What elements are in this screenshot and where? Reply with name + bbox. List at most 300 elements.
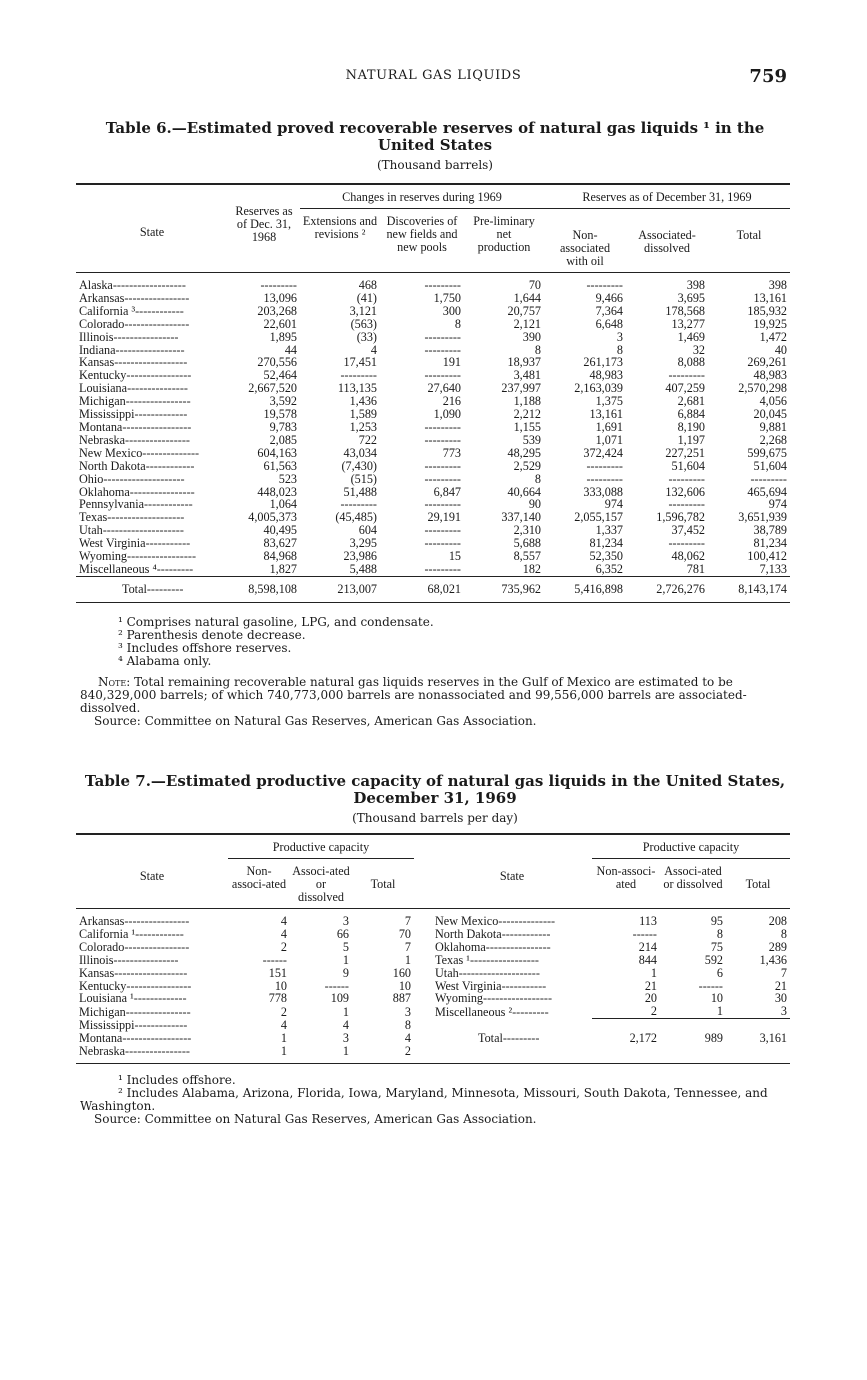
value-cell: 2,310 [513, 523, 541, 538]
value-cell: 27,640 [427, 381, 461, 396]
value-cell: 592 [704, 952, 723, 967]
table6-total-cell: 2,726,276 [656, 581, 705, 596]
value-cell: 5,688 [513, 536, 541, 551]
value-cell: 372,424 [583, 445, 623, 460]
table7-caption [80, 773, 790, 825]
value-cell: 4 [280, 1017, 287, 1032]
value-cell: --------- [424, 342, 461, 357]
value-cell: 2 [650, 1004, 657, 1019]
value-cell: --------- [424, 536, 461, 551]
table7-footnote: ² Includes Alabama, Arizona, Florida, Iowa, Maryland, Minnesota, Missouri, South Dakota, Tennessee, and Washington. [80, 1086, 768, 1113]
state-cell: North Dakota------------ [79, 458, 195, 473]
value-cell: 6 [716, 965, 723, 980]
value-cell: 70 [528, 278, 541, 292]
value-cell: 5,488 [349, 561, 377, 576]
state-cell: Nebraska---------------- [79, 432, 190, 447]
state-cell: Mississippi------------- [79, 1017, 188, 1032]
value-cell: 51,488 [343, 484, 377, 499]
value-cell: 599,675 [747, 445, 787, 460]
value-cell: 2,212 [513, 407, 541, 422]
value-cell: 21 [644, 978, 657, 993]
value-cell: 2,268 [759, 432, 787, 447]
state-cell: Pennsylvania------------ [79, 497, 193, 512]
value-cell: 7,133 [759, 561, 787, 576]
value-cell: 7 [404, 914, 411, 928]
state-cell: Wyoming----------------- [435, 991, 553, 1006]
value-cell: 974 [604, 497, 623, 512]
value-cell: 9,783 [269, 419, 297, 434]
value-cell: 289 [768, 939, 787, 954]
value-cell: 9,466 [595, 290, 623, 305]
value-cell: 51,604 [753, 458, 787, 473]
table7-body [76, 909, 790, 1058]
value-cell: 113,135 [337, 381, 377, 396]
state-cell: Oklahoma---------------- [79, 484, 195, 499]
value-cell: 1,469 [677, 329, 705, 344]
state-cell: Colorado---------------- [79, 316, 190, 331]
value-cell: 66 [336, 926, 349, 941]
state-cell: Oklahoma---------------- [435, 939, 551, 954]
table6-source: Source: Committee on Natural Gas Reserves, American Gas Association. [94, 714, 537, 728]
table6 [76, 183, 790, 603]
value-cell: 8 [534, 471, 541, 486]
value-cell: 61,563 [263, 458, 297, 473]
table7-title-line2: December 31, 1969 [353, 789, 517, 807]
value-cell: --------- [668, 471, 705, 486]
table6-total-cell: 5,416,898 [574, 581, 623, 596]
value-cell: 1,827 [269, 561, 297, 576]
table6-title-line2: United States [377, 136, 493, 154]
table-row [76, 941, 790, 954]
value-cell: ------ [632, 926, 657, 941]
value-cell: 539 [522, 432, 541, 447]
table7-source: Source: Committee on Natural Gas Reserves, American Gas Association. [94, 1112, 537, 1126]
value-cell: 38,789 [753, 523, 787, 538]
state-cell: Kentucky---------------- [79, 978, 192, 993]
spacer-cell [414, 954, 432, 967]
table6-head-changes-group: Changes in reserves during 1969 [300, 184, 544, 209]
value-cell: 10 [274, 978, 287, 993]
state-cell: West Virginia----------- [79, 536, 191, 551]
value-cell: 2,529 [513, 458, 541, 473]
value-cell: 3 [780, 1004, 787, 1019]
value-cell: --------- [668, 497, 705, 512]
value-cell: --------- [424, 458, 461, 473]
page-number: 759 [749, 66, 787, 87]
state-cell: Utah-------------------- [79, 523, 184, 538]
table7-head-nonassoc: Non-associ-ated [231, 864, 287, 891]
value-cell: 2,121 [513, 316, 541, 331]
table6-subtitle: (Thousand barrels) [377, 158, 493, 172]
value-cell: 3 [342, 1030, 349, 1045]
table6-head-total: Total [736, 228, 762, 242]
value-cell: 1,644 [513, 290, 541, 305]
value-cell: 523 [278, 471, 297, 486]
value-cell: 1,691 [595, 419, 623, 434]
value-cell: 8 [404, 1017, 411, 1032]
value-cell: 203,268 [257, 303, 297, 318]
table6-head-prelim-production: Pre-liminary net production [473, 214, 535, 254]
value-cell: 1,188 [513, 394, 541, 409]
value-cell: --------- [260, 278, 297, 292]
value-cell: 40,664 [507, 484, 541, 499]
table6-head-associated: Associated-dissolved [638, 228, 696, 255]
value-cell: --------- [424, 523, 461, 538]
value-cell: --------- [586, 471, 623, 486]
value-cell: 13,161 [589, 407, 623, 422]
value-cell: 4 [280, 914, 287, 928]
value-cell: 781 [686, 561, 705, 576]
table6-total-cell: 8,598,108 [248, 581, 297, 596]
value-cell: 604,163 [257, 445, 297, 460]
value-cell: 1,750 [433, 290, 461, 305]
value-cell: 109 [330, 991, 349, 1006]
value-cell: 44 [284, 342, 297, 357]
value-cell: 191 [442, 355, 461, 370]
state-cell: Nebraska---------------- [79, 1043, 190, 1058]
value-cell: 6,648 [595, 316, 623, 331]
value-cell: 8 [780, 926, 787, 941]
value-cell: 208 [768, 914, 787, 928]
spacer-cell [414, 967, 432, 980]
value-cell: 2 [280, 1004, 287, 1019]
value-cell: 722 [358, 432, 377, 447]
value-cell: 8 [454, 316, 461, 331]
value-cell: 2,163,039 [574, 381, 623, 396]
value-cell: 4 [342, 1017, 349, 1032]
value-cell: 7 [404, 939, 411, 954]
value-cell: 778 [268, 991, 287, 1006]
value-cell: 407,259 [665, 381, 705, 396]
state-cell: Utah-------------------- [435, 965, 540, 980]
table6-head-reserves-group: Reserves as of December 31, 1969 [544, 184, 790, 209]
table6-total-cell: 213,007 [337, 581, 377, 596]
value-cell: 51,604 [671, 458, 705, 473]
table7 [76, 833, 790, 1064]
value-cell: 40,495 [263, 523, 297, 538]
value-cell: 23,986 [343, 549, 377, 564]
table6-note: Note: Total remaining recoverable natural gas liquids reserves in the Gulf of Mexico are estimated to be 840,329,000 barrels; of which 740,773,000 barrels are nonassociated and 99,556,000 barrels are associated-dissolved. [80, 675, 747, 715]
table6-notes [80, 616, 790, 728]
value-cell: 81,234 [589, 536, 623, 551]
value-cell: 214 [638, 939, 657, 954]
spacer-cell [414, 941, 432, 954]
value-cell: 4 [404, 1030, 411, 1045]
value-cell: 1,596,782 [656, 510, 705, 525]
state-cell: Miscellaneous ⁴--------- [79, 561, 194, 576]
value-cell: ------ [698, 978, 723, 993]
value-cell: --------- [424, 432, 461, 447]
value-cell: --------- [424, 368, 461, 383]
state-cell: Texas ¹----------------- [435, 952, 539, 967]
value-cell: 6,884 [677, 407, 705, 422]
state-cell: Mississippi------------- [79, 407, 188, 422]
value-cell: 337,140 [501, 510, 541, 525]
value-cell: 100,412 [747, 549, 787, 564]
value-cell: 4,005,373 [248, 510, 297, 525]
spacer-cell [414, 1045, 432, 1058]
value-cell: ------ [324, 978, 349, 993]
value-cell: 8,088 [677, 355, 705, 370]
value-cell: 887 [392, 991, 411, 1006]
state-cell: Michigan---------------- [79, 394, 191, 409]
value-cell: 160 [392, 965, 411, 980]
value-cell: 1,253 [349, 419, 377, 434]
table-row [76, 563, 790, 576]
table6-body [76, 273, 790, 577]
value-cell: 390 [522, 329, 541, 344]
value-cell: 6,847 [433, 484, 461, 499]
value-cell: 18,937 [507, 355, 541, 370]
value-cell: 261,173 [583, 355, 623, 370]
value-cell: 2 [280, 939, 287, 954]
value-cell: 398 [686, 278, 705, 292]
value-cell: 70 [398, 926, 411, 941]
value-cell: 269,261 [747, 355, 787, 370]
table6-head-extensions: Extensions and revisions ² [302, 214, 378, 241]
value-cell: 9,881 [759, 419, 787, 434]
spacer-cell [414, 1005, 432, 1018]
table7-total-cell: 989 [704, 1030, 723, 1045]
value-cell: 1,071 [595, 432, 623, 447]
value-cell: 448,023 [257, 484, 297, 499]
value-cell: 43,034 [343, 445, 377, 460]
table6-footnote: ¹ Comprises natural gasoline, LPG, and condensate. [118, 615, 434, 629]
value-cell: 227,251 [665, 445, 705, 460]
table7-subtitle: (Thousand barrels per day) [352, 811, 518, 825]
table7-total-label: Total--------- [478, 1030, 540, 1045]
value-cell: 2,085 [269, 432, 297, 447]
value-cell: (7,430) [341, 458, 377, 473]
value-cell: (45,485) [335, 510, 377, 525]
value-cell: 19,925 [753, 316, 787, 331]
table6-head-nonassociated: Non-associated with oil [559, 228, 611, 268]
table7-footnote: ¹ Includes offshore. [118, 1073, 236, 1087]
value-cell: 1 [404, 952, 411, 967]
table-row [76, 273, 790, 292]
value-cell: 90 [528, 497, 541, 512]
value-cell: --------- [668, 536, 705, 551]
value-cell: --------- [424, 561, 461, 576]
value-cell: 8,557 [513, 549, 541, 564]
value-cell: 4 [280, 926, 287, 941]
table6-total-row [76, 576, 790, 595]
value-cell: 3,592 [269, 394, 297, 409]
value-cell: 83,627 [263, 536, 297, 551]
table7-head-group-left: Productive capacity [228, 834, 414, 859]
value-cell: --------- [340, 497, 377, 512]
value-cell: 1 [716, 1004, 723, 1019]
value-cell: 40 [774, 342, 787, 357]
value-cell: 20,757 [507, 303, 541, 318]
value-cell: 1 [342, 1004, 349, 1019]
value-cell: 13,277 [671, 316, 705, 331]
value-cell: 468 [358, 278, 377, 292]
state-cell: North Dakota------------ [435, 926, 551, 941]
value-cell: 8 [534, 342, 541, 357]
value-cell: 52,464 [263, 368, 297, 383]
value-cell: --------- [424, 471, 461, 486]
value-cell: 21 [774, 978, 787, 993]
value-cell: 1,589 [349, 407, 377, 422]
value-cell: 333,088 [583, 484, 623, 499]
state-cell: Louisiana ¹------------- [79, 991, 187, 1006]
state-cell: Arkansas---------------- [79, 290, 190, 305]
table-row [76, 318, 790, 331]
table6-total-cell: 8,143,174 [738, 581, 787, 596]
value-cell: 3 [342, 914, 349, 928]
table6-footnote: ³ Includes offshore reserves. [118, 641, 292, 655]
table7-head-nonassoc: Non-associ-ated [596, 864, 656, 891]
value-cell: 9 [342, 965, 349, 980]
value-cell: 48,983 [589, 368, 623, 383]
value-cell: 1 [342, 952, 349, 967]
table6-total-label: Total--------- [122, 581, 184, 596]
value-cell: 81,234 [753, 536, 787, 551]
table-row [76, 1045, 790, 1058]
spacer-cell [414, 1032, 432, 1045]
value-cell: 773 [442, 445, 461, 460]
value-cell: 20,045 [753, 407, 787, 422]
value-cell: 604 [358, 523, 377, 538]
table7-head-assoc: Associ-ated or dissolved [663, 864, 723, 891]
value-cell: --------- [424, 278, 461, 292]
value-cell: 15 [448, 549, 461, 564]
value-cell: (33) [356, 329, 377, 344]
value-cell: 1 [280, 1043, 287, 1058]
value-cell: 4 [370, 342, 377, 357]
value-cell: --------- [424, 419, 461, 434]
table7-head-total: Total [745, 877, 771, 891]
running-title: NATURAL GAS LIQUIDS [345, 68, 522, 83]
value-cell: 8 [616, 342, 623, 357]
value-cell: 37,452 [671, 523, 705, 538]
table6-footnote: ⁴ Alabama only. [118, 654, 212, 668]
value-cell: 1,337 [595, 523, 623, 538]
spacer-cell [414, 909, 432, 928]
value-cell: 300 [442, 303, 461, 318]
value-cell: 30 [774, 991, 787, 1006]
value-cell: 13,096 [263, 290, 297, 305]
table7-head-state-left: State [76, 834, 228, 909]
value-cell: 1 [342, 1043, 349, 1058]
state-cell: Colorado---------------- [79, 939, 190, 954]
table6-head-state: State [76, 184, 228, 273]
value-cell: 185,932 [747, 303, 787, 318]
value-cell: 3,481 [513, 368, 541, 383]
value-cell: 1,436 [759, 952, 787, 967]
value-cell: 237,997 [501, 381, 541, 396]
table7-title-line1: Table 7.—Estimated productive capacity of natural gas liquids in the United States, [84, 772, 786, 790]
state-cell: West Virginia----------- [435, 978, 547, 993]
state-cell: Illinois---------------- [79, 952, 179, 967]
value-cell: 10 [710, 991, 723, 1006]
value-cell: 178,568 [665, 303, 705, 318]
state-cell: California ³------------ [79, 303, 184, 318]
spacer-cell [414, 928, 432, 941]
value-cell: 22,601 [263, 316, 297, 331]
state-cell: Kansas------------------ [79, 965, 188, 980]
table6-title-line1: Table 6.—Estimated proved recoverable reserves of natural gas liquids ¹ in the [105, 119, 765, 137]
value-cell: 10 [398, 978, 411, 993]
value-cell: 182 [522, 561, 541, 576]
value-cell: 270,556 [257, 355, 297, 370]
state-cell: California ¹------------ [79, 926, 184, 941]
table7-head-group-right: Productive capacity [592, 834, 790, 859]
value-cell: 2,055,157 [574, 510, 623, 525]
table7-head-state-right: State [432, 834, 592, 909]
table6-footnote: ² Parenthesis denote decrease. [118, 628, 306, 642]
value-cell: 1,895 [269, 329, 297, 344]
state-cell: Illinois---------------- [79, 329, 179, 344]
value-cell: 20 [644, 991, 657, 1006]
value-cell: --------- [668, 368, 705, 383]
table6-total-cell: 68,021 [427, 581, 461, 596]
table6-total-cell: 735,962 [501, 581, 541, 596]
value-cell: 5 [342, 939, 349, 954]
value-cell: 2,570,298 [738, 381, 787, 396]
value-cell: 1 [280, 1030, 287, 1045]
value-cell: 1,090 [433, 407, 461, 422]
state-cell: Michigan---------------- [79, 1004, 191, 1019]
value-cell: ------ [262, 952, 287, 967]
table7-head-total: Total [370, 877, 396, 891]
value-cell: 3 [616, 329, 623, 344]
value-cell: 1,197 [677, 432, 705, 447]
value-cell: 17,451 [343, 355, 377, 370]
state-cell: Ohio-------------------- [79, 471, 185, 486]
value-cell: 48,295 [507, 445, 541, 460]
value-cell: 2,667,520 [248, 381, 297, 396]
value-cell: 1,472 [759, 329, 787, 344]
table-row [76, 992, 790, 1005]
value-cell: 2,681 [677, 394, 705, 409]
value-cell: 132,606 [665, 484, 705, 499]
value-cell: 3 [404, 1004, 411, 1019]
value-cell: 216 [442, 394, 461, 409]
value-cell: 398 [768, 278, 787, 292]
value-cell: 8 [716, 926, 723, 941]
table7-notes [80, 1074, 790, 1126]
value-cell: 151 [268, 965, 287, 980]
value-cell: 48,983 [753, 368, 787, 383]
state-cell: Miscellaneous ²--------- [435, 1004, 549, 1019]
value-cell: 52,350 [589, 549, 623, 564]
value-cell: 7 [780, 965, 787, 980]
value-cell: 465,694 [747, 484, 787, 499]
value-cell: 3,695 [677, 290, 705, 305]
table-row [76, 1005, 790, 1018]
value-cell: 29,191 [427, 510, 461, 525]
value-cell: --------- [424, 329, 461, 344]
value-cell: 974 [768, 497, 787, 512]
spacer-cell [414, 992, 432, 1005]
value-cell: 113 [639, 914, 657, 928]
value-cell: 1,155 [513, 419, 541, 434]
value-cell: 32 [692, 342, 705, 357]
value-cell: (563) [350, 316, 377, 331]
value-cell: 6,352 [595, 561, 623, 576]
state-cell: Texas------------------- [79, 510, 185, 525]
value-cell: --------- [586, 458, 623, 473]
state-cell: Montana----------------- [79, 1030, 192, 1045]
value-cell: 13,161 [753, 290, 787, 305]
value-cell: --------- [750, 471, 787, 486]
value-cell: 84,968 [263, 549, 297, 564]
value-cell: 3,651,939 [738, 510, 787, 525]
state-cell: Wyoming----------------- [79, 549, 197, 564]
value-cell: 19,578 [263, 407, 297, 422]
